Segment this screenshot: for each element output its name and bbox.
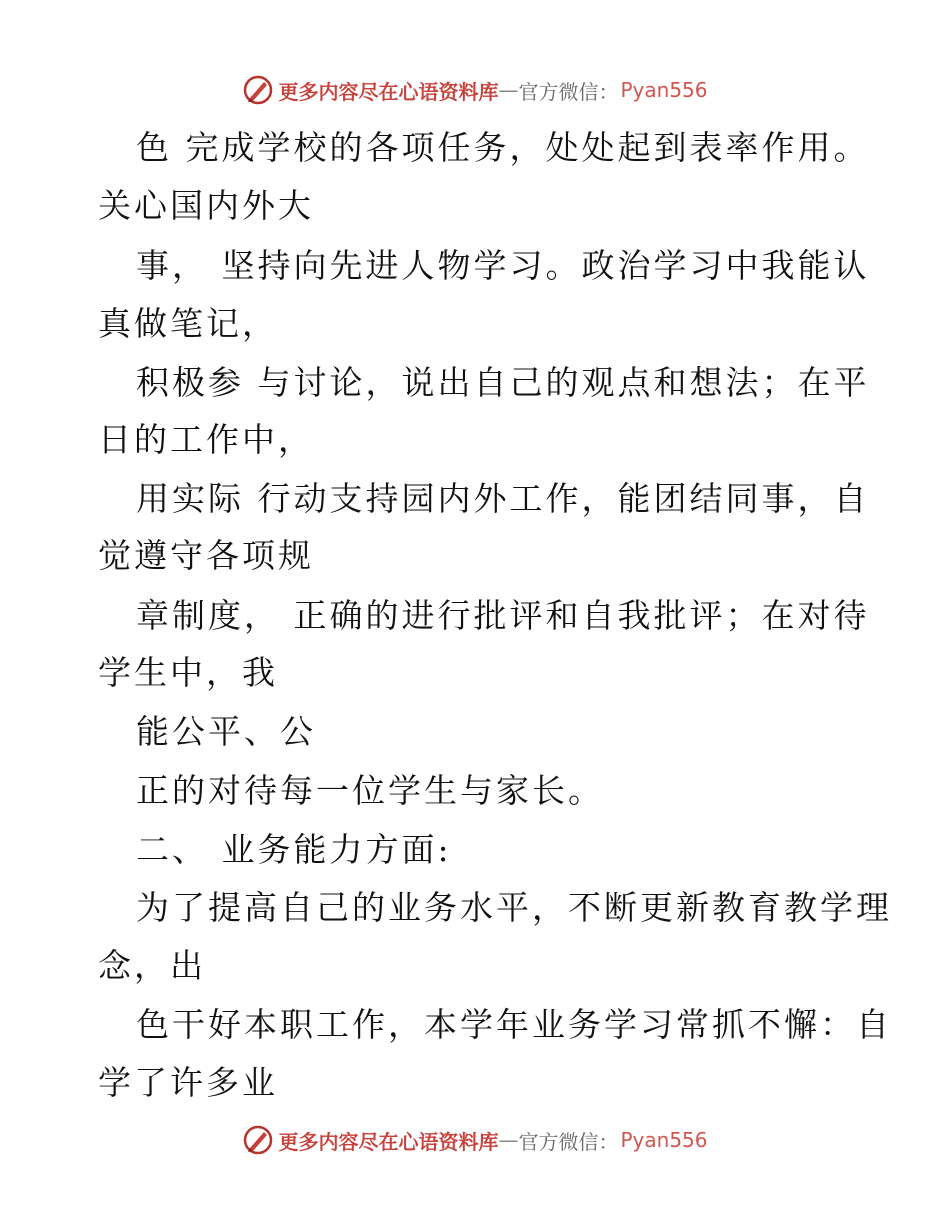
banner-wechat-label: 官方微信： <box>518 79 619 104</box>
header-banner <box>0 70 950 110</box>
text-line: 章制度， 正确的进行批评和自我批评；在对待 <box>136 596 870 635</box>
text-line: 学了许多业 <box>98 1063 278 1102</box>
banner-separator: — <box>498 1128 519 1152</box>
text-line: 积极参 与讨论，说出自己的观点和想法；在平 <box>136 363 870 402</box>
banner-wechat-id: Pyan556 <box>620 78 708 102</box>
text-line: 念，出 <box>98 946 206 985</box>
banner-title: 更多内容尽在心语资料库 <box>278 1129 499 1154</box>
text-line: 正的对待每一位学生与家长。 <box>136 771 604 810</box>
banner-title: 更多内容尽在心语资料库 <box>278 79 499 104</box>
text-line: 觉遵守各项规 <box>98 536 314 575</box>
banner-wechat-label: 官方微信： <box>518 1129 619 1154</box>
text-line: 色干好本职工作，本学年业务学习常抓不懈：自 <box>136 1005 892 1044</box>
text-line: 用实际 行动支持园内外工作，能团结同事，自 <box>136 479 870 518</box>
section-heading: 二、 业务能力方面: <box>136 830 452 869</box>
text-line: 为了提高自己的业务水平，不断更新教育教学理 <box>136 888 892 927</box>
pen-logo-icon <box>242 74 274 106</box>
footer-banner <box>0 1120 950 1160</box>
banner-separator: — <box>498 78 519 102</box>
text-line: 学生中，我 <box>98 653 278 692</box>
text-line: 能公平、公 <box>136 712 316 751</box>
text-line: 真做笔记， <box>98 304 278 343</box>
text-line: 日的工作中， <box>98 420 314 459</box>
text-line: 关心国内外大 <box>98 186 314 225</box>
banner-wechat-id: Pyan556 <box>620 1128 708 1152</box>
text-line: 色 完成学校的各项任务，处处起到表率作用。 <box>136 128 870 167</box>
text-line: 事， 坚持向先进人物学习。政治学习中我能认 <box>136 246 870 285</box>
pen-logo-icon <box>242 1124 274 1156</box>
